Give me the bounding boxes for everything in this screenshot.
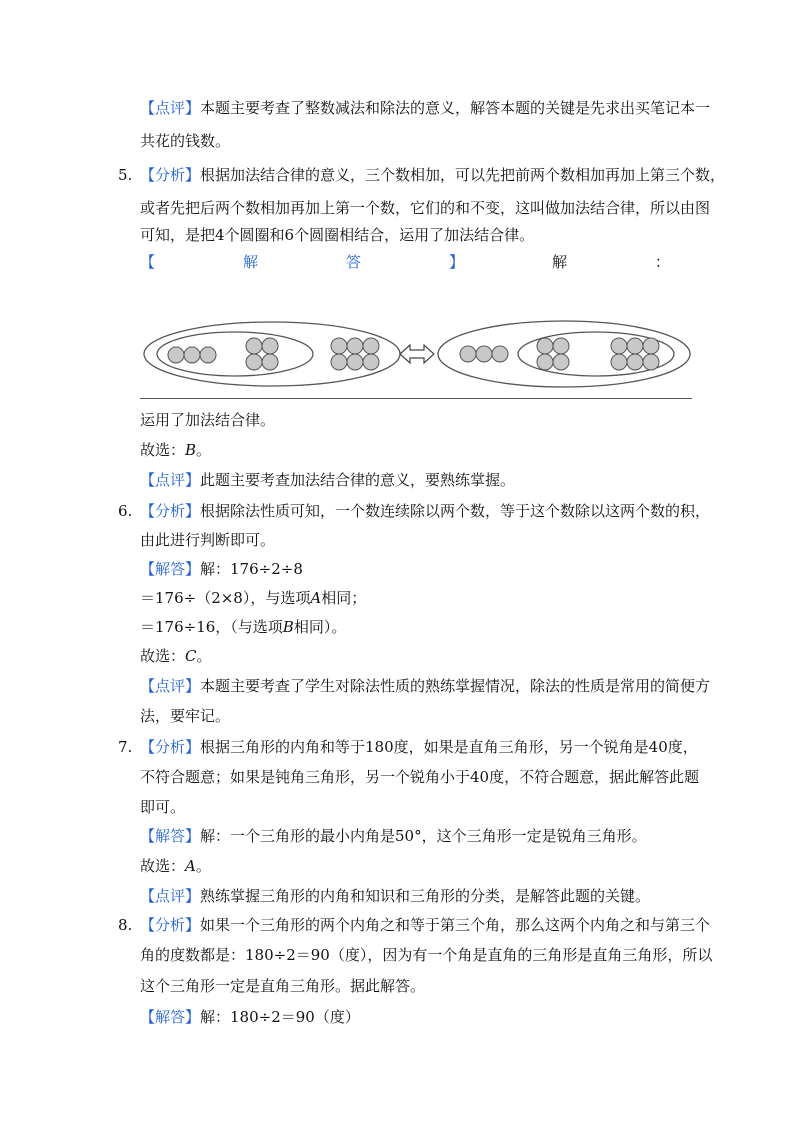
question-number-5: 5. [118, 166, 133, 184]
q7-analysis-line-1: 【分析】根据三角形的内角和等于180度，如果是直角三角形，另一个锐角是40度， [140, 738, 698, 756]
q5-analysis-line-3: 可知，是把4个圆圈和6个圆圈相结合，运用了加法结合律。 [140, 226, 535, 244]
six-circles-right [611, 338, 659, 370]
three-circles-right [460, 346, 508, 362]
q6-comment-line-2: 法，要牢记。 [140, 707, 231, 725]
q5-analysis-line-2: 或者先把后两个数相加再加上第一个数，它们的和不变，这叫做加法结合律，所以由图 [140, 199, 711, 217]
figure-divider [140, 398, 692, 399]
four-circles-left [246, 338, 278, 370]
three-circles-left [168, 347, 216, 363]
q5-result: 运用了加法结合律。 [140, 411, 276, 429]
q7-analysis-line-2: 不符合题意；如果是钝角三角形，另一个锐角小于40度，不符合题意，据此解答此题 [140, 768, 700, 786]
q7-comment: 【点评】熟练掌握三角形的内角和知识和三角形的分类，是解答此题的关键。 [140, 887, 651, 905]
q8-analysis-line-1: 【分析】如果一个三角形的两个内角之和等于第三个角，那么这两个内角之和与第三个 [140, 916, 711, 934]
associative-law-figure [140, 314, 692, 394]
comment-line-2: 共花的钱数。 [140, 132, 231, 150]
q6-comment-line-1: 【点评】本题主要考查了学生对除法性质的熟练掌握情况，除法的性质是常用的简便方 [140, 677, 711, 695]
q7-answer: 【解答】解：一个三角形的最小内角是50°，这个三角形一定是锐角三角形。 [140, 827, 647, 845]
comment-line-1: 【点评】本题主要考查了整数减法和除法的意义，解答本题的关键是先求出买笔记本一 [140, 99, 711, 117]
q6-analysis-line-1: 【分析】根据除法性质可知，一个数连续除以两个数，等于这个数除以这两个数的积， [140, 502, 711, 520]
q5-choice: 故选：B。 [140, 441, 212, 459]
double-arrow-icon [400, 345, 434, 363]
analysis-tag: 【分析】 [140, 166, 201, 184]
q6-analysis-line-2: 由此进行判断即可。 [140, 531, 276, 549]
question-number-6: 6. [118, 502, 133, 520]
four-circles-right [537, 338, 569, 370]
q5-comment: 【点评】此题主要考查加法结合律的意义，要熟练掌握。 [140, 471, 516, 489]
q8-analysis-line-2: 角的度数都是：180÷2＝90（度），因为有一个角是直角的三角形是直角三角形，所以 [140, 946, 713, 964]
q5-answer-heading: 【 解 答 】 解 ： [140, 253, 670, 271]
q8-answer: 【解答】解：180÷2＝90（度） [140, 1008, 360, 1026]
q7-analysis-line-3: 即可。 [140, 798, 186, 816]
q8-analysis-line-3: 这个三角形一定是直角三角形。据此解答。 [140, 977, 426, 995]
q7-choice: 故选：A。 [140, 857, 211, 875]
question-number-8: 8. [118, 916, 133, 934]
six-circles-left [331, 338, 379, 370]
comment-tag: 【点评】 [140, 99, 201, 117]
q6-answer-line-1: 【解答】解：176÷2÷8 [140, 560, 303, 578]
question-number-7: 7. [118, 738, 133, 756]
q5-analysis-line-1: 【分析】根据加法结合律的意义，三个数相加，可以先把前两个数相加再加上第三个数， [140, 166, 726, 184]
q6-answer-line-3: ＝176÷16，（与选项B相同）。 [140, 618, 347, 636]
q6-answer-line-2: ＝176÷（2×8），与选项A相同； [140, 589, 367, 607]
q6-choice: 故选：C。 [140, 647, 212, 665]
